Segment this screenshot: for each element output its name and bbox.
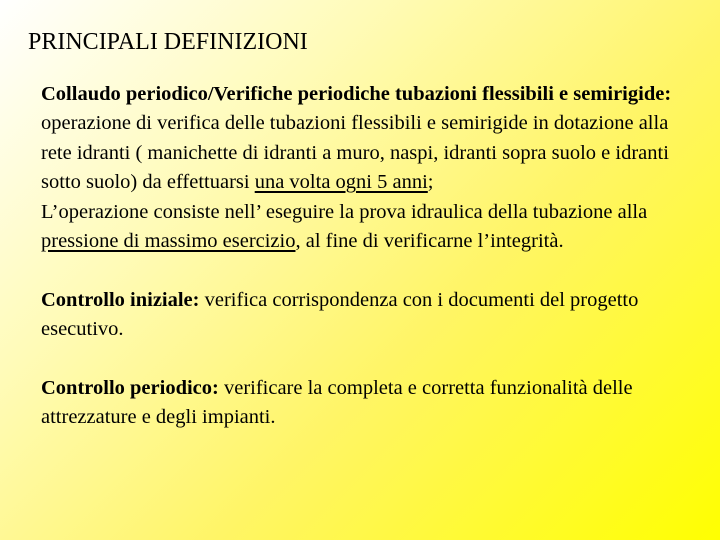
- term-collaudo: Collaudo periodico/Verifiche periodiche tubazioni flessibili e semirigide:: [41, 83, 672, 105]
- collaudo-frequency: una volta ogni 5 anni: [254, 171, 428, 194]
- definition-collaudo: [41, 80, 681, 198]
- spacer: [41, 256, 681, 285]
- definition-operazione: [41, 198, 681, 257]
- controllo-iniziale-text: verifica corrispondenza con i documenti del progetto esecutivo.: [41, 288, 639, 341]
- operazione-end: , al fine di verificarne l’integrità.: [295, 230, 564, 253]
- spacer: [41, 345, 681, 374]
- definitions-body: [41, 80, 681, 433]
- term-controllo-periodico: Controllo periodico:: [41, 377, 219, 400]
- definition-controllo-iniziale: [41, 286, 681, 345]
- operazione-pressure: pressione di massimo esercizio: [41, 230, 296, 253]
- collaudo-text: operazione di verifica delle tubazioni flessibili e semirigide in dotazione alla rete idranti ( manichette di idranti a muro, naspi, idranti sopra suolo e idranti sotto suolo) da effettuarsi: [41, 112, 669, 194]
- definition-controllo-periodico: [41, 374, 681, 433]
- operazione-text: L’operazione consiste nell’ eseguire la prova idraulica della tubazione alla: [41, 200, 648, 223]
- collaudo-end: ;: [427, 171, 434, 194]
- controllo-periodico-text: verificare la completa e corretta funzionalità delle attrezzature e degli impianti.: [41, 377, 633, 429]
- slide-title: PRINCIPALI DEFINIZIONI: [28, 29, 308, 55]
- term-controllo-iniziale: Controllo iniziale:: [41, 288, 200, 311]
